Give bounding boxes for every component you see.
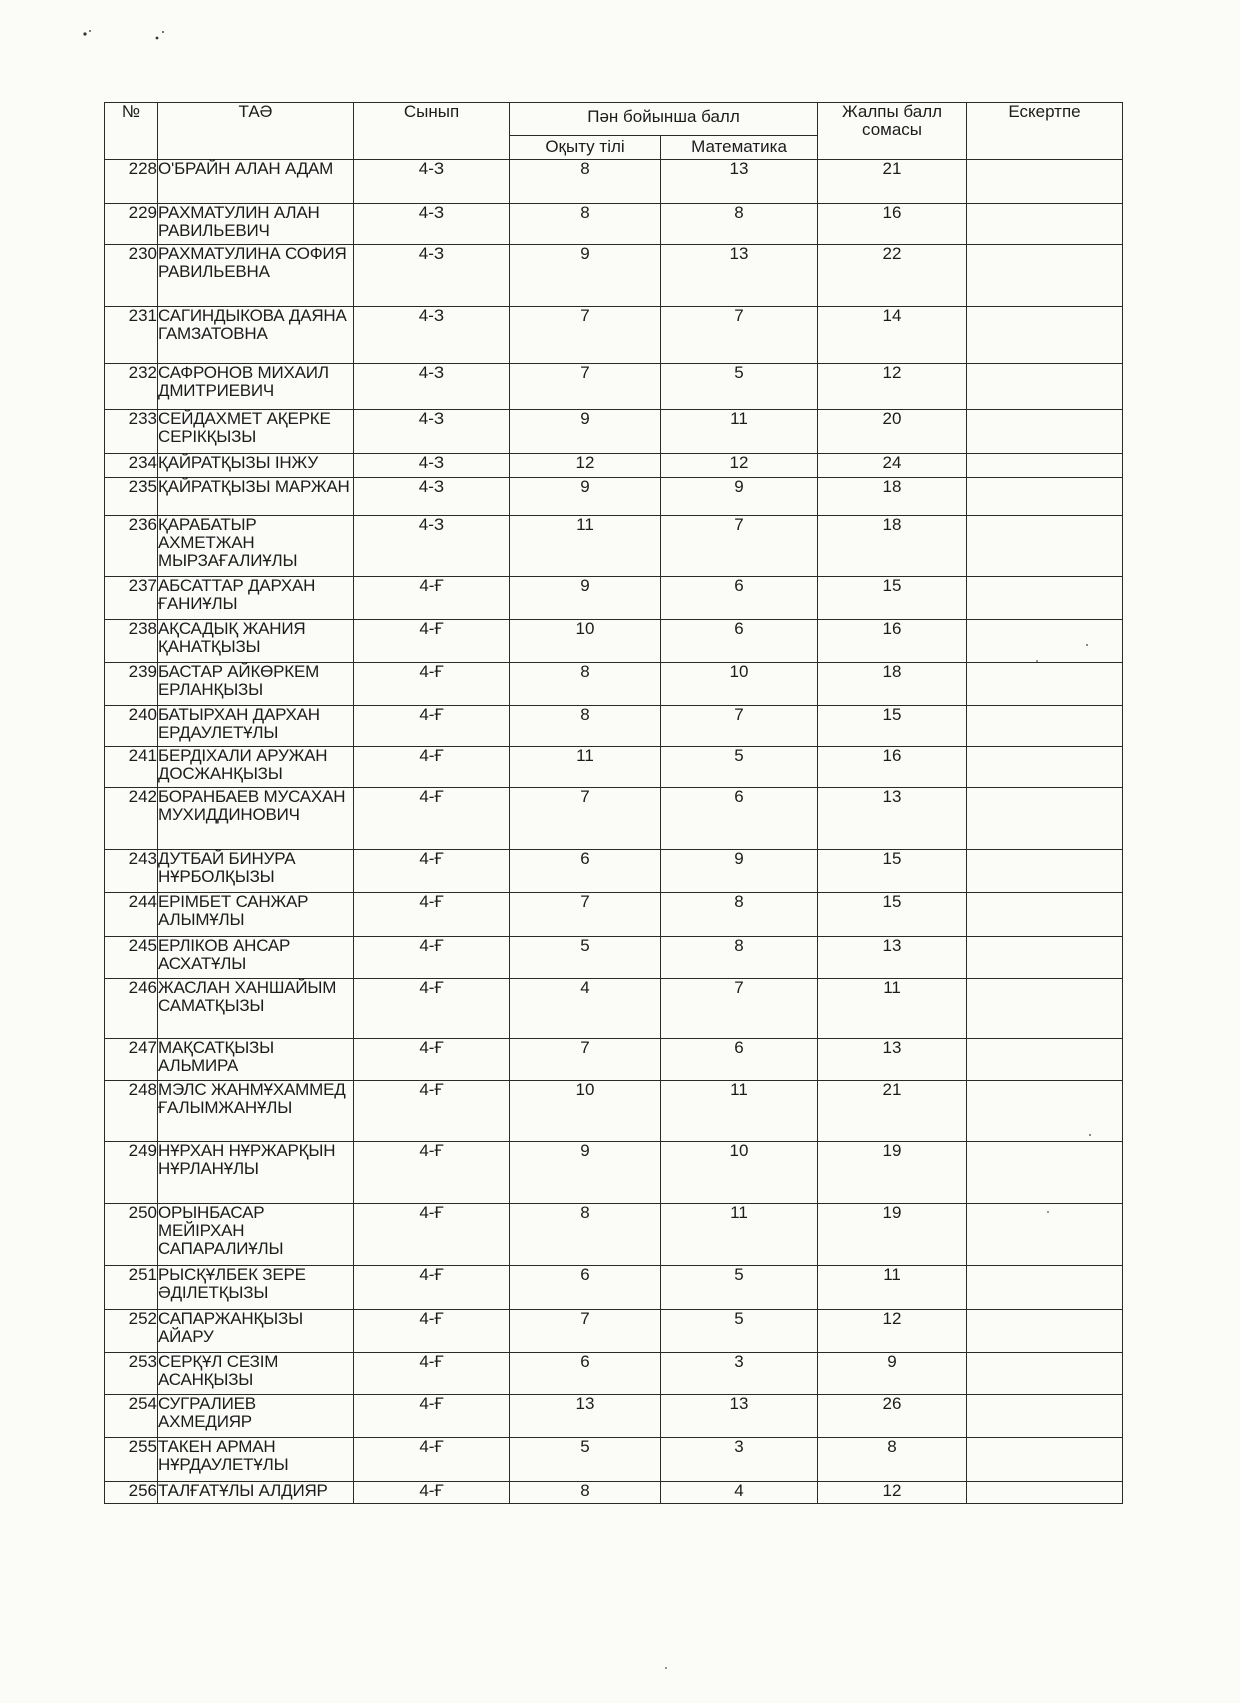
- row-language-score: 10: [510, 1081, 661, 1142]
- row-note: [967, 454, 1123, 478]
- table-row: [105, 979, 1123, 1039]
- row-language-score: 4: [510, 979, 661, 1039]
- row-class: 4-З: [354, 204, 510, 245]
- row-number: 238: [105, 620, 158, 663]
- row-note: [967, 850, 1123, 893]
- row-note: [967, 747, 1123, 788]
- table-row: [105, 788, 1123, 850]
- table-row: [105, 663, 1123, 706]
- row-total-score: 12: [818, 1482, 967, 1504]
- row-math-score: 8: [661, 204, 818, 245]
- row-total-score: 12: [818, 364, 967, 410]
- row-name: ҚАЙРАТҚЫЗЫ ІНЖУ: [158, 454, 354, 478]
- row-name: РАХМАТУЛИНА СОФИЯ РАВИЛЬЕВНА: [158, 245, 354, 307]
- row-number: 256: [105, 1482, 158, 1504]
- row-name: ТАЛҒАТҰЛЫ АЛДИЯР: [158, 1482, 354, 1504]
- row-class: 4-Ғ: [354, 893, 510, 937]
- header-total: Жалпы балл сомасы: [818, 103, 967, 160]
- row-number: 249: [105, 1142, 158, 1204]
- table-row: [105, 1310, 1123, 1353]
- row-number: 248: [105, 1081, 158, 1142]
- row-class: 4-Ғ: [354, 1204, 510, 1266]
- row-name: АБСАТТАР ДАРХАН ҒАНИҰЛЫ: [158, 577, 354, 620]
- table-row: [105, 478, 1123, 516]
- row-name: НҰРХАН НҰРЖАРҚЫН НҰРЛАНҰЛЫ: [158, 1142, 354, 1204]
- row-math-score: 7: [661, 307, 818, 364]
- row-total-score: 13: [818, 1039, 967, 1081]
- row-class: 4-З: [354, 364, 510, 410]
- row-name: САГИНДЫКОВА ДАЯНА ГАМЗАТОВНА: [158, 307, 354, 364]
- row-number: 247: [105, 1039, 158, 1081]
- row-math-score: 4: [661, 1482, 818, 1504]
- table-row: [105, 516, 1123, 577]
- row-class: 4-Ғ: [354, 706, 510, 747]
- row-class: 4-Ғ: [354, 1081, 510, 1142]
- header-subject-group: Пән бойынша балл: [510, 103, 818, 136]
- row-number: 233: [105, 410, 158, 454]
- row-language-score: 9: [510, 577, 661, 620]
- header-note: Ескертпе: [967, 103, 1123, 160]
- row-math-score: 5: [661, 1310, 818, 1353]
- row-math-score: 7: [661, 516, 818, 577]
- row-number: 244: [105, 893, 158, 937]
- row-math-score: 5: [661, 364, 818, 410]
- row-language-score: 9: [510, 245, 661, 307]
- row-class: 4-Ғ: [354, 788, 510, 850]
- results-sheet: [104, 102, 1123, 1504]
- row-class: 4-Ғ: [354, 577, 510, 620]
- row-note: [967, 1142, 1123, 1204]
- row-total-score: 13: [818, 788, 967, 850]
- row-total-score: 12: [818, 1310, 967, 1353]
- row-name: САПАРЖАНҚЫЗЫ АЙАРУ: [158, 1310, 354, 1353]
- row-name: ЖАСЛАН ХАНШАЙЫМ САМАТҚЫЗЫ: [158, 979, 354, 1039]
- row-note: [967, 620, 1123, 663]
- table-row: [105, 410, 1123, 454]
- row-number: 253: [105, 1353, 158, 1395]
- table-row: [105, 307, 1123, 364]
- row-math-score: 3: [661, 1438, 818, 1482]
- row-name: ТАКЕН АРМАН НҰРДАУЛЕТҰЛЫ: [158, 1438, 354, 1482]
- row-language-score: 7: [510, 1039, 661, 1081]
- row-total-score: 8: [818, 1438, 967, 1482]
- header-number: №: [105, 103, 158, 160]
- row-note: [967, 478, 1123, 516]
- row-math-score: 3: [661, 1353, 818, 1395]
- row-name: БЕРДІХАЛИ АРУЖАН ДОСЖАНҚЫЗЫ: [158, 747, 354, 788]
- row-math-score: 7: [661, 979, 818, 1039]
- row-number: 245: [105, 937, 158, 979]
- row-language-score: 8: [510, 1482, 661, 1504]
- header-name: ТАӘ: [158, 103, 354, 160]
- row-class: 4-Ғ: [354, 1039, 510, 1081]
- table-row: [105, 454, 1123, 478]
- row-note: [967, 788, 1123, 850]
- row-note: [967, 577, 1123, 620]
- row-total-score: 15: [818, 577, 967, 620]
- row-note: [967, 663, 1123, 706]
- row-language-score: 12: [510, 454, 661, 478]
- row-name: ЕРЛІКОВ АНСАР АСХАТҰЛЫ: [158, 937, 354, 979]
- row-total-score: 22: [818, 245, 967, 307]
- row-math-score: 5: [661, 1266, 818, 1310]
- row-class: 4-Ғ: [354, 1395, 510, 1438]
- row-number: 241: [105, 747, 158, 788]
- row-language-score: 5: [510, 937, 661, 979]
- row-math-score: 6: [661, 577, 818, 620]
- row-note: [967, 364, 1123, 410]
- row-name: БОРАНБАЕВ МУСАХАН МУХИДДИНОВИЧ: [158, 788, 354, 850]
- row-math-score: 8: [661, 893, 818, 937]
- row-total-score: 20: [818, 410, 967, 454]
- row-note: [967, 706, 1123, 747]
- row-total-score: 13: [818, 937, 967, 979]
- table-row: [105, 706, 1123, 747]
- row-number: 246: [105, 979, 158, 1039]
- row-total-score: 18: [818, 663, 967, 706]
- row-language-score: 8: [510, 1204, 661, 1266]
- row-note: [967, 1353, 1123, 1395]
- row-total-score: 19: [818, 1204, 967, 1266]
- row-name: МАҚСАТҚЫЗЫ АЛЬМИРА: [158, 1039, 354, 1081]
- row-math-score: 8: [661, 937, 818, 979]
- row-total-score: 15: [818, 706, 967, 747]
- table-row: [105, 937, 1123, 979]
- row-name: БАСТАР АЙКӨРКЕМ ЕРЛАНҚЫЗЫ: [158, 663, 354, 706]
- row-total-score: 16: [818, 620, 967, 663]
- row-math-score: 13: [661, 245, 818, 307]
- row-number: 242: [105, 788, 158, 850]
- row-class: 4-Ғ: [354, 979, 510, 1039]
- row-total-score: 18: [818, 516, 967, 577]
- row-language-score: 7: [510, 364, 661, 410]
- row-note: [967, 204, 1123, 245]
- row-note: [967, 1438, 1123, 1482]
- row-total-score: 15: [818, 850, 967, 893]
- row-math-score: 12: [661, 454, 818, 478]
- row-math-score: 6: [661, 620, 818, 663]
- row-class: 4-Ғ: [354, 663, 510, 706]
- row-class: 4-З: [354, 307, 510, 364]
- header-row: [105, 103, 1123, 136]
- row-math-score: 9: [661, 478, 818, 516]
- row-language-score: 8: [510, 663, 661, 706]
- row-language-score: 7: [510, 893, 661, 937]
- table-row: [105, 1204, 1123, 1266]
- row-number: 254: [105, 1395, 158, 1438]
- row-class: 4-З: [354, 478, 510, 516]
- row-number: 239: [105, 663, 158, 706]
- row-math-score: 13: [661, 1395, 818, 1438]
- results-table: [104, 102, 1123, 1504]
- row-class: 4-Ғ: [354, 1266, 510, 1310]
- row-name: ОРЫНБАСАР МЕЙІРХАН САПАРАЛИҰЛЫ: [158, 1204, 354, 1266]
- row-class: 4-Ғ: [354, 1482, 510, 1504]
- row-name: ДУТБАЙ БИНУРА НҰРБОЛҚЫЗЫ: [158, 850, 354, 893]
- row-total-score: 11: [818, 1266, 967, 1310]
- row-note: [967, 410, 1123, 454]
- row-total-score: 21: [818, 1081, 967, 1142]
- row-language-score: 8: [510, 160, 661, 204]
- row-number: 230: [105, 245, 158, 307]
- table-row: [105, 850, 1123, 893]
- row-class: 4-З: [354, 160, 510, 204]
- header-subject-math: Математика: [661, 136, 818, 160]
- row-name: СУГРАЛИЕВ АХМЕДИЯР: [158, 1395, 354, 1438]
- row-number: 251: [105, 1266, 158, 1310]
- row-class: 4-З: [354, 516, 510, 577]
- row-class: 4-Ғ: [354, 1142, 510, 1204]
- table-row: [105, 1395, 1123, 1438]
- row-number: 229: [105, 204, 158, 245]
- row-number: 243: [105, 850, 158, 893]
- row-number: 250: [105, 1204, 158, 1266]
- table-row: [105, 620, 1123, 663]
- row-name: СЕРҚҰЛ СЕЗІМ АСАНҚЫЗЫ: [158, 1353, 354, 1395]
- row-note: [967, 160, 1123, 204]
- row-language-score: 11: [510, 747, 661, 788]
- row-note: [967, 979, 1123, 1039]
- row-note: [967, 1395, 1123, 1438]
- table-row: [105, 1353, 1123, 1395]
- row-math-score: 6: [661, 788, 818, 850]
- row-note: [967, 1081, 1123, 1142]
- row-math-score: 6: [661, 1039, 818, 1081]
- table-body: [105, 160, 1123, 1504]
- row-note: [967, 1204, 1123, 1266]
- row-number: 255: [105, 1438, 158, 1482]
- row-name: СЕЙДАХМЕТ АҚЕРКЕ СЕРІКҚЫЗЫ: [158, 410, 354, 454]
- row-number: 234: [105, 454, 158, 478]
- row-class: 4-Ғ: [354, 747, 510, 788]
- row-math-score: 11: [661, 1204, 818, 1266]
- table-row: [105, 204, 1123, 245]
- row-name: ҚАРАБАТЫР АХМЕТЖАН МЫРЗАҒАЛИҰЛЫ: [158, 516, 354, 577]
- header-subject-language: Оқыту тілі: [510, 136, 661, 160]
- row-math-score: 13: [661, 160, 818, 204]
- row-class: 4-Ғ: [354, 1438, 510, 1482]
- row-note: [967, 1482, 1123, 1504]
- row-number: 235: [105, 478, 158, 516]
- header-class: Сынып: [354, 103, 510, 160]
- row-total-score: 19: [818, 1142, 967, 1204]
- row-math-score: 11: [661, 1081, 818, 1142]
- row-note: [967, 307, 1123, 364]
- table-row: [105, 1266, 1123, 1310]
- row-language-score: 10: [510, 620, 661, 663]
- row-class: 4-Ғ: [354, 620, 510, 663]
- row-note: [967, 893, 1123, 937]
- row-total-score: 26: [818, 1395, 967, 1438]
- row-language-score: 11: [510, 516, 661, 577]
- row-total-score: 18: [818, 478, 967, 516]
- row-name: РАХМАТУЛИН АЛАН РАВИЛЬЕВИЧ: [158, 204, 354, 245]
- row-name: ҚАЙРАТҚЫЗЫ МАРЖАН: [158, 478, 354, 516]
- row-math-score: 5: [661, 747, 818, 788]
- row-total-score: 16: [818, 747, 967, 788]
- row-language-score: 9: [510, 1142, 661, 1204]
- row-math-score: 10: [661, 663, 818, 706]
- row-class: 4-З: [354, 410, 510, 454]
- row-number: 252: [105, 1310, 158, 1353]
- row-math-score: 10: [661, 1142, 818, 1204]
- table-row: [105, 747, 1123, 788]
- row-class: 4-Ғ: [354, 1353, 510, 1395]
- row-language-score: 9: [510, 478, 661, 516]
- row-total-score: 16: [818, 204, 967, 245]
- table-row: [105, 364, 1123, 410]
- row-language-score: 8: [510, 204, 661, 245]
- table-row: [105, 1482, 1123, 1504]
- row-total-score: 24: [818, 454, 967, 478]
- row-note: [967, 1039, 1123, 1081]
- row-language-score: 6: [510, 1266, 661, 1310]
- row-language-score: 7: [510, 1310, 661, 1353]
- row-name: САФРОНОВ МИХАИЛ ДМИТРИЕВИЧ: [158, 364, 354, 410]
- row-note: [967, 1310, 1123, 1353]
- row-number: 231: [105, 307, 158, 364]
- row-number: 228: [105, 160, 158, 204]
- row-language-score: 7: [510, 307, 661, 364]
- row-math-score: 11: [661, 410, 818, 454]
- row-language-score: 7: [510, 788, 661, 850]
- row-note: [967, 937, 1123, 979]
- row-math-score: 9: [661, 850, 818, 893]
- row-name: МЭЛС ЖАНМҰХАММЕД ҒАЛЫМЖАНҰЛЫ: [158, 1081, 354, 1142]
- row-total-score: 11: [818, 979, 967, 1039]
- table-row: [105, 1039, 1123, 1081]
- row-name: РЫСҚҰЛБЕК ЗЕРЕ ӘДІЛЕТҚЫЗЫ: [158, 1266, 354, 1310]
- table-row: [105, 160, 1123, 204]
- row-language-score: 13: [510, 1395, 661, 1438]
- row-language-score: 8: [510, 706, 661, 747]
- row-name: АҚСАДЫҚ ЖАНИЯ ҚАНАТҚЫЗЫ: [158, 620, 354, 663]
- row-note: [967, 516, 1123, 577]
- table-row: [105, 245, 1123, 307]
- row-number: 237: [105, 577, 158, 620]
- row-total-score: 15: [818, 893, 967, 937]
- row-class: 4-Ғ: [354, 937, 510, 979]
- table-row: [105, 1081, 1123, 1142]
- row-language-score: 5: [510, 1438, 661, 1482]
- row-class: 4-З: [354, 454, 510, 478]
- row-language-score: 6: [510, 1353, 661, 1395]
- table-row: [105, 577, 1123, 620]
- row-total-score: 14: [818, 307, 967, 364]
- row-name: О'БРАЙН АЛАН АДАМ: [158, 160, 354, 204]
- row-class: 4-З: [354, 245, 510, 307]
- row-note: [967, 1266, 1123, 1310]
- row-total-score: 21: [818, 160, 967, 204]
- table-row: [105, 1438, 1123, 1482]
- table-row: [105, 1142, 1123, 1204]
- row-language-score: 9: [510, 410, 661, 454]
- row-name: ЕРІМБЕТ САНЖАР АЛЫМҰЛЫ: [158, 893, 354, 937]
- row-number: 232: [105, 364, 158, 410]
- row-note: [967, 245, 1123, 307]
- row-class: 4-Ғ: [354, 1310, 510, 1353]
- row-total-score: 9: [818, 1353, 967, 1395]
- row-class: 4-Ғ: [354, 850, 510, 893]
- row-number: 236: [105, 516, 158, 577]
- row-language-score: 6: [510, 850, 661, 893]
- row-name: БАТЫРХАН ДАРХАН ЕРДАУЛЕТҰЛЫ: [158, 706, 354, 747]
- row-math-score: 7: [661, 706, 818, 747]
- row-number: 240: [105, 706, 158, 747]
- table-row: [105, 893, 1123, 937]
